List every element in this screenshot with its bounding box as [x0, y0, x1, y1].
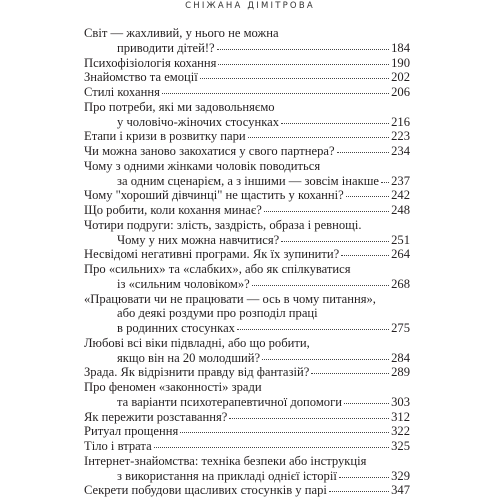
toc-line	[84, 158, 320, 174]
toc-entry-title: Про потреби, які ми задовольняємо	[84, 99, 275, 114]
dot-leader	[217, 47, 389, 50]
dot-leader	[229, 416, 389, 419]
toc-page-number: 329	[391, 468, 410, 483]
dot-leader	[281, 239, 389, 242]
toc-page-number: 303	[391, 394, 410, 409]
toc-entry-title: за одним сценарієм, а з іншими — зовсім інакше	[117, 173, 380, 188]
toc-page-number: 312	[391, 409, 410, 424]
toc-page-number: 242	[391, 188, 410, 203]
toc-page-number: 275	[391, 321, 410, 335]
toc-line	[84, 55, 410, 71]
dot-leader	[162, 91, 389, 94]
toc-line	[117, 173, 410, 189]
toc-line	[84, 69, 410, 85]
toc-entry-title: Чому у них можна навчитися?	[117, 232, 280, 247]
toc-line	[84, 261, 351, 277]
toc-line	[84, 453, 366, 469]
dot-leader	[262, 357, 389, 360]
dot-leader	[218, 62, 389, 65]
toc-line	[117, 276, 410, 292]
running-header	[0, 0, 500, 22]
dot-leader	[381, 180, 389, 183]
toc-entry-title: Зрада. Як відрізнити правду від фантазій?	[84, 365, 310, 380]
toc-line	[84, 364, 410, 380]
toc-page-number: 234	[391, 144, 410, 158]
toc-entry-title: Інтернет-знайомства: техніка безпеки або інструкція	[84, 453, 367, 468]
toc-page-number: 248	[391, 203, 410, 217]
dot-leader	[337, 150, 390, 153]
toc-page-number: 325	[391, 439, 410, 453]
toc-entry-title: Ритуал прощення	[84, 424, 179, 439]
dot-leader	[329, 489, 389, 492]
toc-line	[84, 25, 279, 41]
toc-line	[117, 350, 410, 366]
toc-line	[84, 409, 410, 425]
toc-entry-title: Що робити, коли кохання минає?	[84, 203, 262, 217]
toc-page-number: 347	[391, 483, 410, 498]
toc-page-number: 216	[391, 114, 410, 129]
toc-line	[84, 202, 410, 218]
table-of-contents	[0, 25, 500, 500]
toc-entry-title: Знайомство та емоції	[84, 70, 198, 85]
toc-entry-title: Стилі кохання	[84, 85, 160, 99]
dot-leader	[341, 253, 389, 256]
toc-page-number: 223	[391, 129, 410, 144]
toc-line	[117, 468, 410, 484]
toc-entry-title: Тіло і втрата	[84, 439, 152, 453]
toc-page-number: 184	[391, 40, 410, 55]
toc-page-number: 206	[391, 85, 410, 99]
toc-line	[117, 232, 410, 248]
dot-leader	[344, 401, 389, 404]
dot-leader	[311, 371, 389, 374]
toc-entry-title: Чому з одними жінками чоловік поводиться	[84, 158, 321, 173]
toc-entry-title: Чому "хороший дівчинці" не щастить у коханні?	[84, 188, 344, 203]
toc-entry-title: Любові всі віки підвладні, або що робити,	[84, 335, 310, 350]
toc-line	[84, 291, 376, 307]
toc-line	[117, 114, 410, 130]
toc-line	[84, 423, 410, 439]
toc-entry-title: Чотири подруги: злість, заздрість, образа і ревнощі.	[84, 217, 362, 232]
toc-line	[117, 40, 410, 56]
toc-entry-title: «Працювати чи не працювати — ось в чому питання»,	[84, 291, 376, 306]
toc-entry-title: Про «сильних» та «слабких», або як спілкуватися	[84, 262, 351, 276]
toc-entry-title: приводити дітей!?	[117, 40, 215, 55]
toc-line	[84, 482, 410, 498]
toc-entry-title: із «сильним чоловіком»?	[117, 276, 250, 291]
toc-line	[84, 99, 275, 115]
dot-leader	[200, 76, 389, 79]
toc-page-number: 289	[391, 365, 410, 380]
dot-leader	[339, 475, 389, 478]
toc-page-number: 190	[391, 55, 410, 70]
toc-line	[84, 335, 310, 351]
toc-entry-title: у чоловічо-жіночих стосунках	[117, 114, 280, 129]
toc-page-number: 251	[391, 232, 410, 247]
toc-page-number: 237	[391, 173, 410, 188]
toc-entry-title: Як пережити розставання?	[84, 409, 228, 424]
toc-page-number: 284	[391, 350, 410, 365]
toc-page-number: 322	[391, 424, 410, 439]
dot-leader	[252, 283, 389, 286]
toc-page-number: 264	[391, 247, 410, 262]
dot-leader	[281, 121, 389, 124]
running-header-author: СНІЖАНА ДІМІТРОВА	[185, 1, 315, 11]
toc-line	[84, 187, 410, 203]
toc-entry-title: та варіанти психотерапевтичної допомоги	[117, 394, 343, 409]
toc-line	[117, 320, 410, 336]
toc-entry-title: Етапи і кризи в розвитку пари	[84, 129, 246, 144]
toc-line	[84, 217, 362, 233]
toc-entry-title: Світ — жахливий, у нього не можна	[84, 26, 279, 40]
toc-line	[117, 394, 410, 410]
dot-leader	[180, 430, 389, 433]
toc-entry-title: або деякі роздуми про розподіл праці	[117, 306, 318, 321]
toc-line	[84, 128, 410, 144]
toc-line	[84, 143, 410, 159]
toc-page-number: 202	[391, 70, 410, 85]
toc-entry-title: з використання на прикладі однієї історії	[117, 468, 337, 483]
toc-entry-title: якщо він на 20 молодший?	[117, 350, 261, 365]
dot-leader	[346, 194, 389, 197]
toc-entry-title: Психофізіологія кохання	[84, 55, 217, 70]
toc-line	[117, 305, 318, 321]
toc-entry-title: Несвідомі негативні програми. Як їх зупинити?	[84, 247, 340, 262]
toc-line	[84, 379, 262, 395]
toc-entry-title: Про феномен «законності» зради	[84, 380, 262, 394]
dot-leader	[237, 327, 389, 330]
toc-entry-title: Чи можна заново закохатися у свого партнера?	[84, 144, 335, 158]
toc-line	[84, 438, 410, 454]
toc-page-number: 268	[391, 276, 410, 291]
toc-line	[84, 84, 410, 100]
dot-leader	[248, 135, 389, 138]
toc-entry-title: в родинних стосунках	[117, 321, 235, 335]
dot-leader	[154, 445, 389, 448]
dot-leader	[264, 209, 389, 212]
toc-entry-title: Секрети побудови щасливих стосунків у парі	[84, 483, 327, 498]
toc-line	[84, 246, 410, 262]
